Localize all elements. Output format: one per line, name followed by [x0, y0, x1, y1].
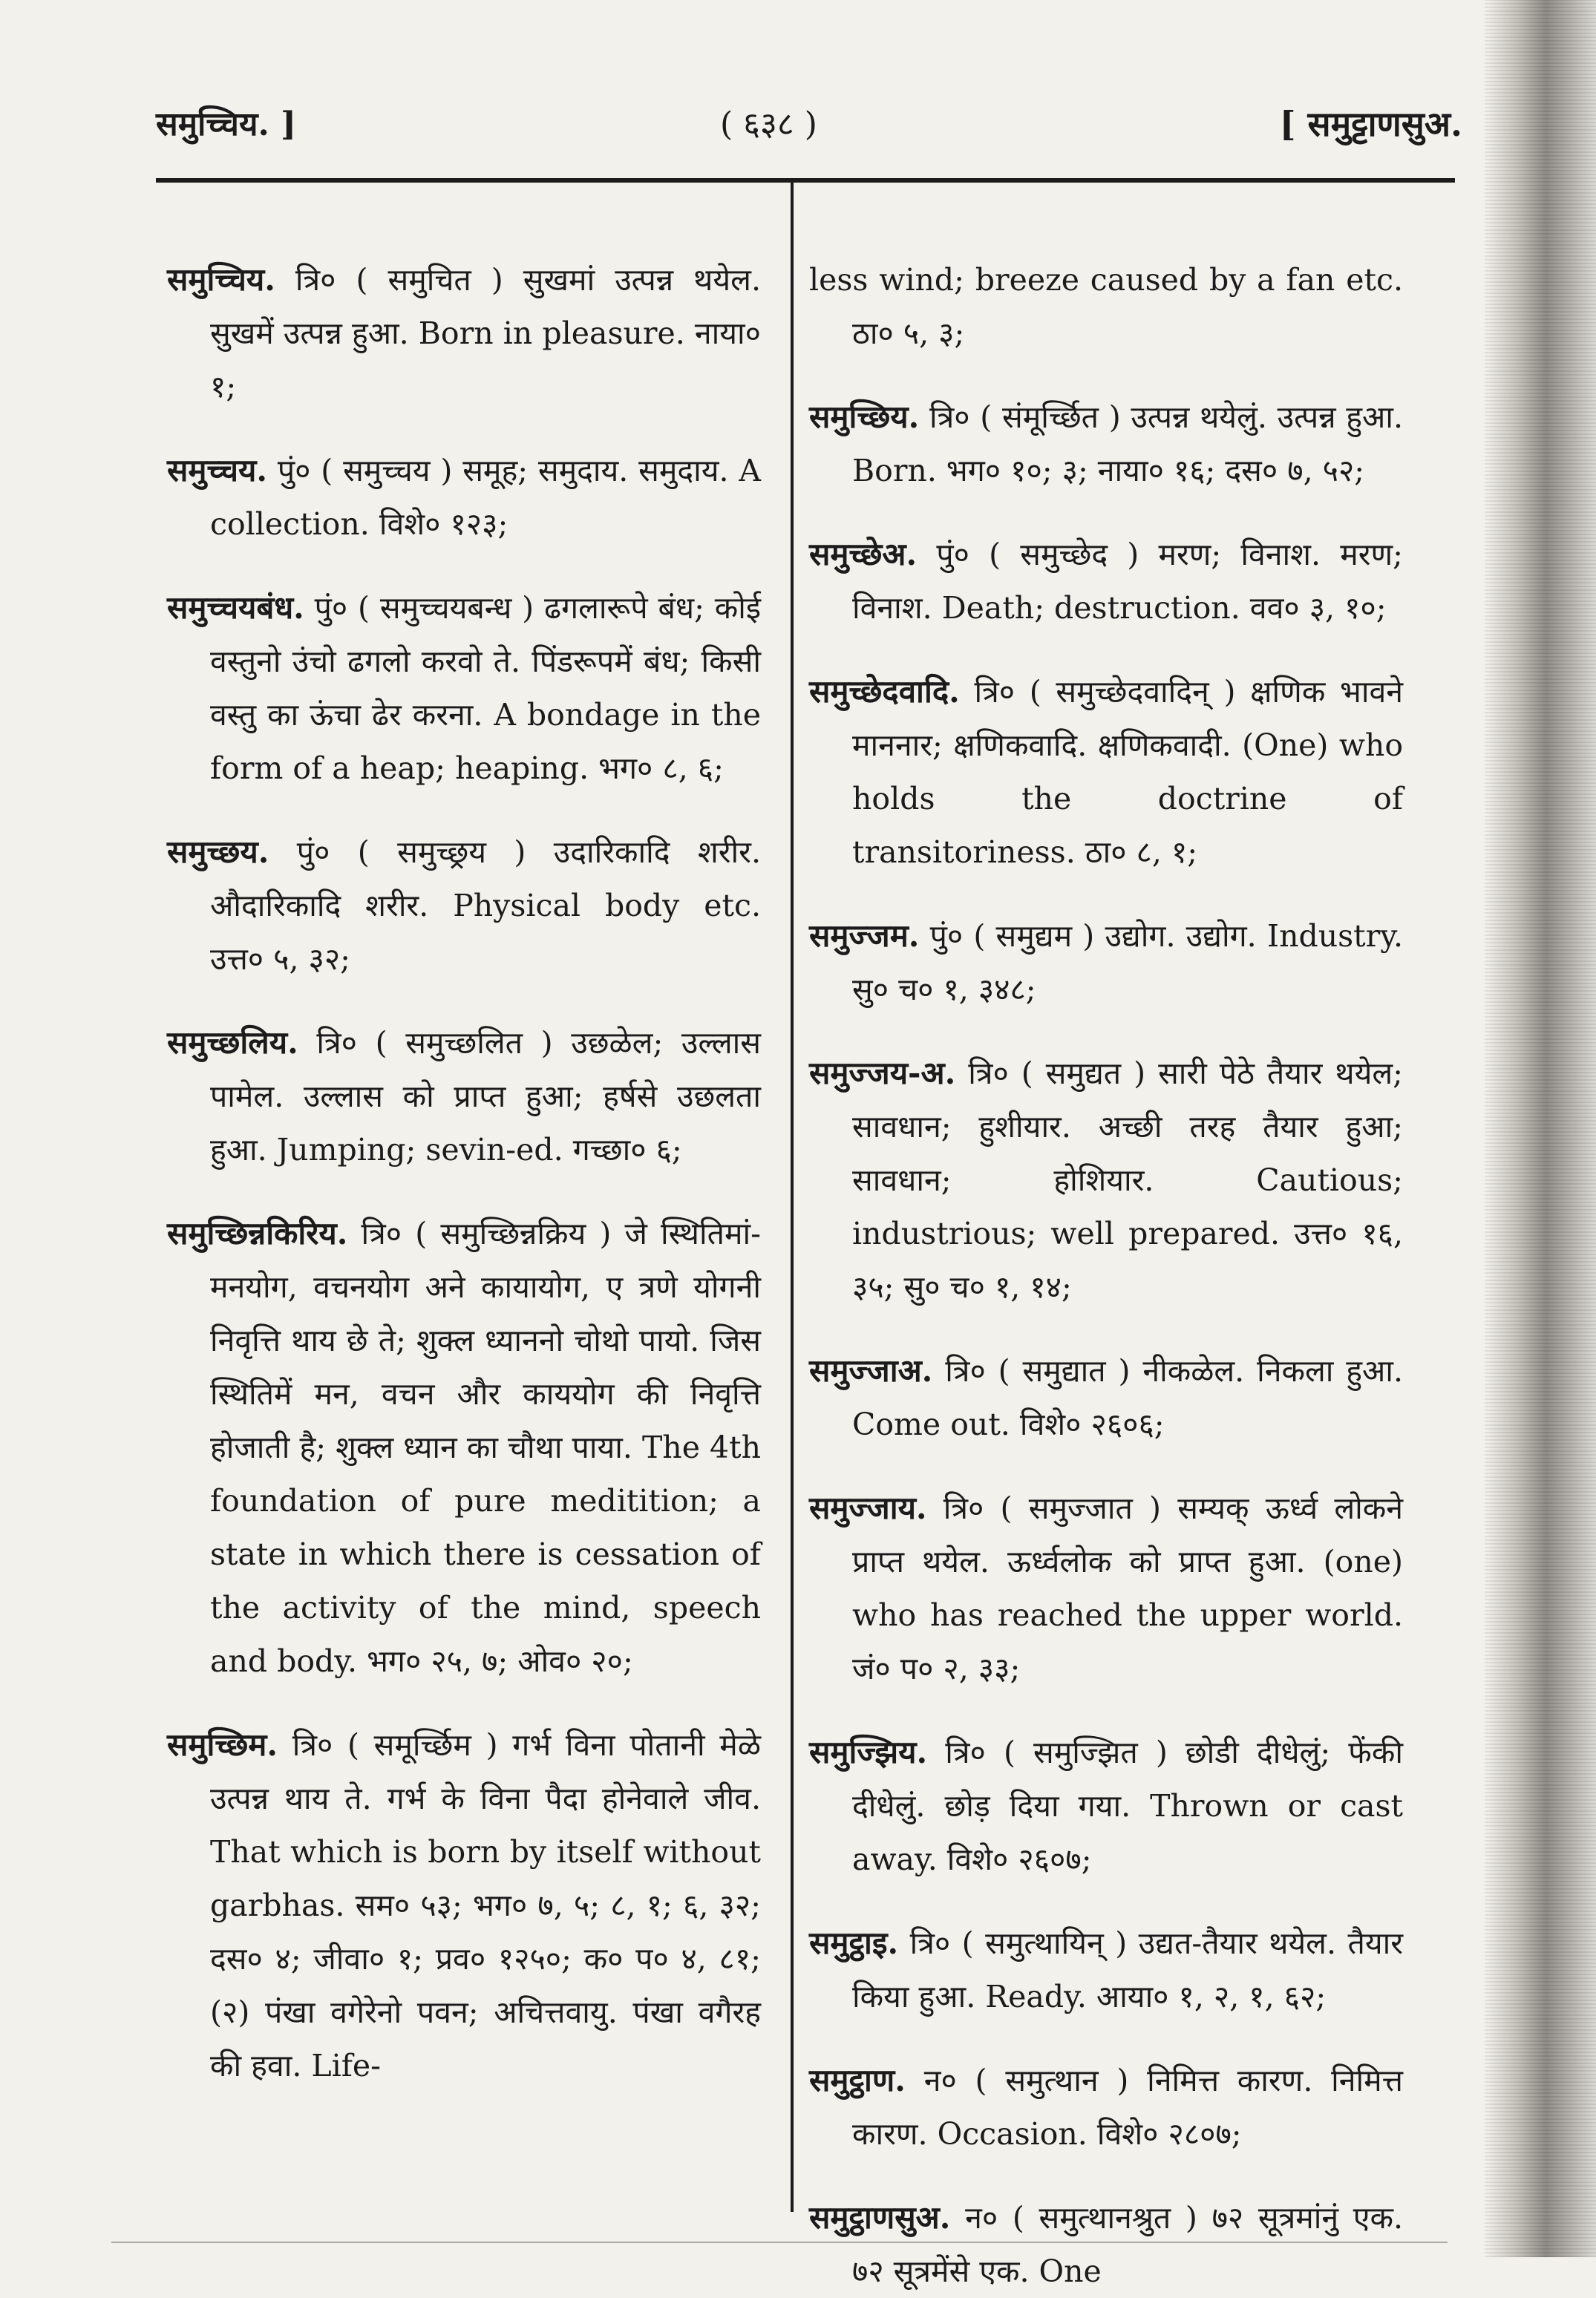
- entry-text: त्रि० ( समुचित ) सुखमां उत्पन्न थयेल. सुखमें उत्पन्न हुआ. Born in pleasure. नाया० १;: [210, 262, 761, 405]
- dictionary-entry: [809, 1344, 1403, 1451]
- dictionary-entry: [809, 1047, 1403, 1314]
- entry-headword: समुच्छलिय.: [167, 1024, 298, 1061]
- dictionary-entry: [809, 528, 1403, 635]
- entry-headword: समुच्चयबंध.: [167, 589, 304, 626]
- dictionary-entry: [167, 1718, 761, 2092]
- entry-headword: समुच्छेदवादि.: [809, 673, 960, 710]
- entry-headword: समुच्चय.: [167, 452, 267, 488]
- entry-text: पुं० ( समुच्चयबन्ध ) ढगलारूपे बंध; कोई वस्तुनो उंचो ढगलो करवो ते. पिंडरूपमें बंध; किसी वस्तु का ऊंचा ढेर करना. A bondage in the form of a heap; heaping. भग० ८, ६;: [210, 590, 761, 786]
- dictionary-entry: [809, 2191, 1403, 2298]
- header-rule: [156, 178, 1455, 183]
- dictionary-entry: [809, 909, 1403, 1016]
- dictionary-entry: [809, 2054, 1403, 2161]
- entry-text: त्रि० ( समुद्यात ) नीकळेल. निकला हुआ. Come out. विशे० २६०६;: [852, 1353, 1403, 1442]
- entry-text: त्रि० ( समुज्जात ) सम्यक् ऊर्ध्व लोकने प्राप्त थयेल. ऊर्ध्वलोक को प्राप्त हुआ. (one) who has reached the upper world. जं० प० २, ३३;: [852, 1490, 1403, 1686]
- entry-headword: समुट्ठाण.: [809, 2062, 906, 2098]
- scan-edge-shadow: [1485, 0, 1596, 2257]
- entry-text: न० ( समुत्थानश्रुत ) ७२ सूत्रमांनुं एक. ७२ सूत्रमेंसे एक. One: [852, 2200, 1403, 2289]
- entry-text: पुं० ( समुच्छ्रय ) उदारिकादि शरीर. औदारिकादि शरीर. Physical body etc. उत्त० ५, ३२;: [210, 834, 761, 977]
- entry-text: त्रि० ( समूर्च्छिम ) गर्भ विना पोतानी मेळे उत्पन्न थाय ते. गर्भ के विना पैदा होनेवाले जीव. That which is born by itself without garbhas. सम० ५३; भग० ७, ५; ८, १; ६, ३२; दस० ४; जीवा० १; प्रव० १२५०; क० प० ४, ८१; (२) पंखा वगेरेनो पवन; अचित्तवायु. पंखा वगैरह की हवा. Life-: [210, 1727, 761, 2083]
- entry-headword: समुज्जाअ.: [809, 1352, 933, 1389]
- column-divider: [791, 178, 794, 2212]
- entry-text: पुं० ( समुच्छेद ) मरण; विनाश. मरण; विनाश. Death; destruction. वव० ३, १०;: [852, 537, 1403, 626]
- entry-headword: समुज्झिय.: [809, 1734, 928, 1770]
- entry-headword: समुट्ठाणसुअ.: [809, 2199, 951, 2236]
- left-column: [167, 223, 761, 2227]
- entry-headword: समुच्छिन्नकिरिय.: [167, 1215, 348, 1251]
- dictionary-entry: [167, 581, 761, 795]
- dictionary-entry: [809, 665, 1403, 879]
- entry-text: त्रि० ( समुत्थायिन् ) उद्यत-तैयार थयेल. तैयार किया हुआ. Ready. आया० १, २, १, ६२;: [852, 1925, 1403, 2014]
- bottom-edge-line: [111, 2242, 1448, 2243]
- dictionary-entry: [809, 1916, 1403, 2023]
- entry-text: त्रि० ( समुच्छेदवादिन् ) क्षणिक भावने माननार; क्षणिकवादि. क्षणिकवादी. (One) who holds the doctrine of transitoriness. ठा० ८, १;: [852, 674, 1403, 870]
- entry-headword: समुच्छय.: [167, 834, 269, 870]
- dictionary-entry: [167, 444, 761, 551]
- dictionary-entry: [809, 1482, 1403, 1695]
- entry-text: त्रि० ( समुच्छिन्नक्रिय ) जे स्थितिमां-मनयोग, वचनयोग अने कायायोग, ए त्रणे योगनी निवृत्ति थाय छे ते; शुक्ल ध्याननो चोथो पायो. जिस स्थितिमें मन, वचन और काययोग की निवृत्ति होजाती है; शुक्ल ध्यान का चौथा पाया. The 4th foundation of pure meditition; a state in which there is cessation of the activity of the mind, speech and body. भग० २५, ७; ओव० २०;: [210, 1216, 761, 1679]
- entry-headword: समुट्ठाइ.: [809, 1925, 899, 1961]
- dictionary-entry: [167, 1016, 761, 1176]
- entry-text: पुं० ( समुच्चय ) समूह; समुदाय. समुदाय. A collection. विशे० १२३;: [210, 453, 761, 542]
- entry-text: पुं० ( समुद्यम ) उद्योग. उद्योग. Industry. सु० च० १, ३४८;: [852, 918, 1403, 1007]
- right-column: [809, 223, 1403, 2289]
- dictionary-entry: [167, 825, 761, 986]
- page-header: [156, 100, 1462, 152]
- entry-headword: समुच्छिय.: [809, 399, 920, 435]
- dictionary-entry-continuation: [809, 253, 1403, 360]
- header-right-guideword: [ समुट्टाणसुअ.: [1279, 104, 1462, 144]
- entry-text: less wind; breeze caused by a fan etc. ठा० ५, ३;: [809, 262, 1403, 351]
- entry-headword: समुज्जम.: [809, 917, 920, 954]
- dictionary-entry: [809, 390, 1403, 497]
- page-number: ( ६३८ ): [720, 105, 817, 143]
- dictionary-entry: [167, 253, 761, 413]
- entry-headword: समुच्छेअ.: [809, 536, 918, 572]
- entry-headword: समुज्जय-अ.: [809, 1055, 956, 1091]
- entry-headword: समुज्जाय.: [809, 1490, 927, 1526]
- dictionary-entry: [167, 1207, 761, 1688]
- entry-text: न० ( समुत्थान ) निमित्त कारण. निमित्त कारण. Occasion. विशे० २८०७;: [852, 2063, 1403, 2152]
- dictionary-entry: [809, 1726, 1403, 1886]
- entry-text: त्रि० ( समुच्छलित ) उछळेल; उल्लास पामेल. उल्लास को प्राप्त हुआ; हर्षसे उछलता हुआ. Jumping; sevin-ed. गच्छा० ६;: [210, 1025, 761, 1168]
- entry-text: त्रि० ( समुज्झित ) छोडी दीधेलुं; फेंकी दीधेलुं. छोड़ दिया गया. Thrown or cast away. विशे० २६०७;: [852, 1735, 1403, 1877]
- header-left-guideword: समुच्चिय. ]: [156, 105, 296, 143]
- entry-text: त्रि० ( समुद्यत ) सारी पेठे तैयार थयेल; सावधान; हुशीयार. अच्छी तरह तैयार हुआ; सावधान; होशियार. Cautious; industrious; well prepared. उत्त० १६, ३५; सु० च० १, १४;: [852, 1055, 1403, 1305]
- entry-headword: समुच्छिम.: [167, 1726, 278, 1763]
- entry-headword: समुच्चिय.: [167, 261, 275, 298]
- entry-text: त्रि० ( संमूर्च्छित ) उत्पन्न थयेलुं. उत्पन्न हुआ. Born. भग० १०; ३; नाया० १६; दस० ७, ५२;: [852, 399, 1403, 488]
